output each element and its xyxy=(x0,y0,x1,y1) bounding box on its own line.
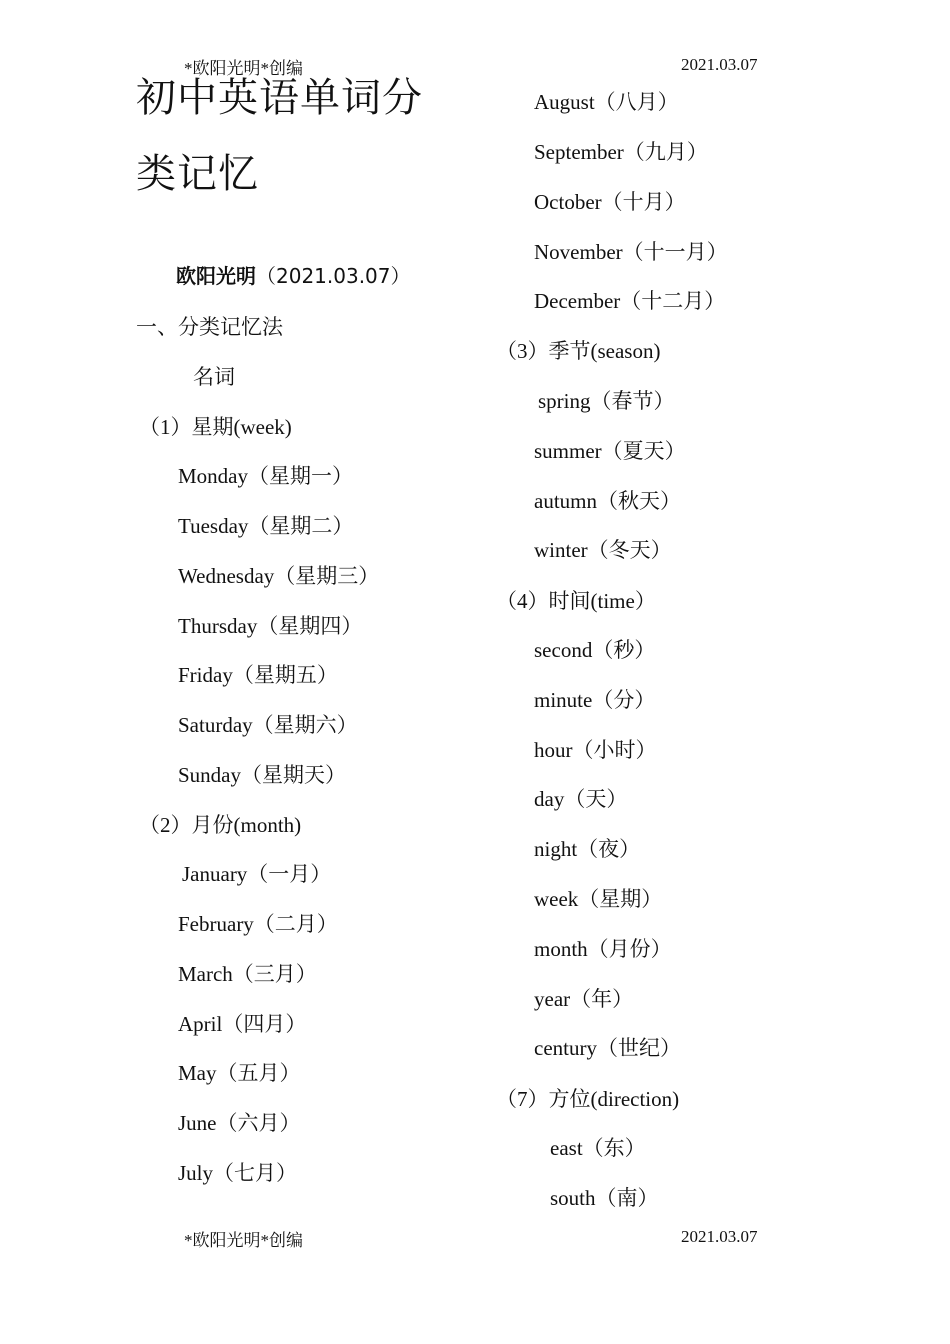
list-item: minute（分） xyxy=(534,688,656,712)
list-item: January（一月） xyxy=(182,862,332,886)
list-item: month（月份） xyxy=(534,937,672,961)
list-item: night（夜） xyxy=(534,837,641,861)
list-item: December（十二月） xyxy=(534,289,726,313)
direction-heading: （7）方位(direction) xyxy=(496,1087,680,1111)
list-item: spring（春节） xyxy=(538,389,675,413)
list-item: day（天） xyxy=(534,787,628,811)
list-item: May（五月） xyxy=(178,1061,301,1085)
byline xyxy=(176,260,411,289)
list-item: autumn（秋天） xyxy=(534,489,681,513)
week-heading: （1）星期(week) xyxy=(139,415,292,439)
footer-date: 2021.03.07 xyxy=(681,1227,758,1246)
list-item: winter（冬天） xyxy=(534,538,672,562)
list-item: March（三月） xyxy=(178,962,317,986)
list-item: Saturday（星期六） xyxy=(178,713,358,737)
list-item: century（世纪） xyxy=(534,1036,681,1060)
header-author: *欧阳光明*创编 xyxy=(184,59,303,78)
list-item: Wednesday（星期三） xyxy=(178,564,380,588)
list-item: year（年） xyxy=(534,987,634,1011)
list-item: Tuesday（星期二） xyxy=(178,514,354,538)
list-item: July（七月） xyxy=(178,1161,298,1185)
list-item: hour（小时） xyxy=(534,738,657,762)
footer-author: *欧阳光明*创编 xyxy=(184,1231,303,1250)
list-item: south（南） xyxy=(550,1186,659,1210)
list-item: June（六月） xyxy=(178,1111,301,1135)
list-item: November（十一月） xyxy=(534,240,728,264)
header-date: 2021.03.07 xyxy=(681,55,758,74)
byline-date: （2021.03.07） xyxy=(256,264,411,288)
time-heading: （4）时间(time） xyxy=(496,589,656,613)
list-item: February（二月） xyxy=(178,912,338,936)
list-item: August（八月） xyxy=(534,90,679,114)
list-item: Thursday（星期四） xyxy=(178,614,363,638)
page-title-line2: 类记忆 xyxy=(136,151,259,197)
list-item: September（九月） xyxy=(534,140,708,164)
list-item: east（东） xyxy=(550,1136,646,1160)
byline-author: 欧阳光明 xyxy=(176,264,256,288)
list-item: summer（夏天） xyxy=(534,439,686,463)
list-item: week（星期） xyxy=(534,887,663,911)
list-item: April（四月） xyxy=(178,1012,307,1036)
list-item: Monday（星期一） xyxy=(178,464,353,488)
months-heading: （2）月份(month) xyxy=(139,813,302,837)
list-item: Friday（星期五） xyxy=(178,663,338,687)
page-title-line1: 初中英语单词分 xyxy=(136,75,423,121)
section-heading: 一、分类记忆法 xyxy=(136,315,283,339)
list-item: October（十月） xyxy=(534,190,686,214)
list-item: Sunday（星期天） xyxy=(178,763,346,787)
list-item: second（秒） xyxy=(534,638,656,662)
subheading-nouns: 名词 xyxy=(193,365,235,389)
seasons-heading: （3）季节(season) xyxy=(496,339,661,363)
